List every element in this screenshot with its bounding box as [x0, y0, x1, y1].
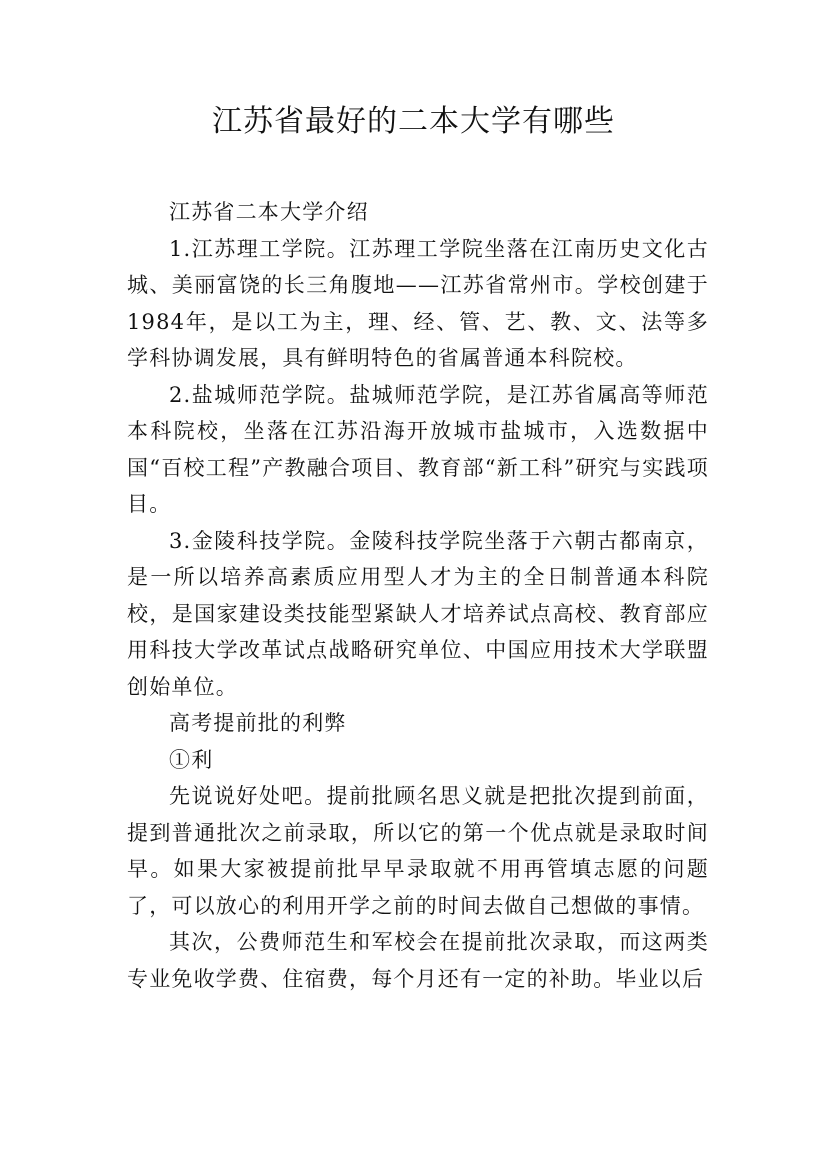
document-title: 江苏省最好的二本大学有哪些: [212, 104, 615, 139]
document-body: [127, 194, 709, 997]
paragraph-item-2: 2.盐城师范学院。盐城师范学院，是江苏省属高等师范本科院校，坐落在江苏沿海开放城市盐城市，入选数据中国“百校工程”产教融合项目、教育部“新工科”研究与实践项目。: [127, 382, 709, 516]
paragraph-item-1: 1.江苏理工学院。江苏理工学院坐落在江南历史文化古城、美丽富饶的长三角腹地——江苏省常州市。学校创建于1984年，是以工为主，理、经、管、艺、教、文、法等多学科协调发展，具有鲜明特色的省属普通本科院校。: [127, 236, 709, 370]
paragraph-pros-label: ①利: [169, 747, 214, 772]
paragraph-pros-1: 先说说好处吧。提前批顾名思义就是把批次提到前面，提到普通批次之前录取，所以它的第一个优点就是录取时间早。如果大家被提前批早早录取就不用再管填志愿的问题了，可以放心的利用开学之前的时间去做自己想做的事情。: [127, 784, 709, 918]
paragraph-pros-2: 其次，公费师范生和军校会在提前批次录取，而这两类专业免收学费、住宿费，每个月还有一定的补助。毕业以后: [127, 930, 709, 991]
paragraph-section-heading: 江苏省二本大学介绍: [169, 200, 369, 224]
paragraph-item-3: 3.金陵科技学院。金陵科技学院坐落于六朝古都南京，是一所以培养高素质应用型人才为主的全日制普通本科院校，是国家建设类技能型紧缺人才培养试点高校、教育部应用科技大学改革试点战略研究单位、中国应用技术大学联盟创始单位。: [127, 528, 709, 699]
paragraph-subheading: 高考提前批的利弊: [169, 711, 347, 735]
